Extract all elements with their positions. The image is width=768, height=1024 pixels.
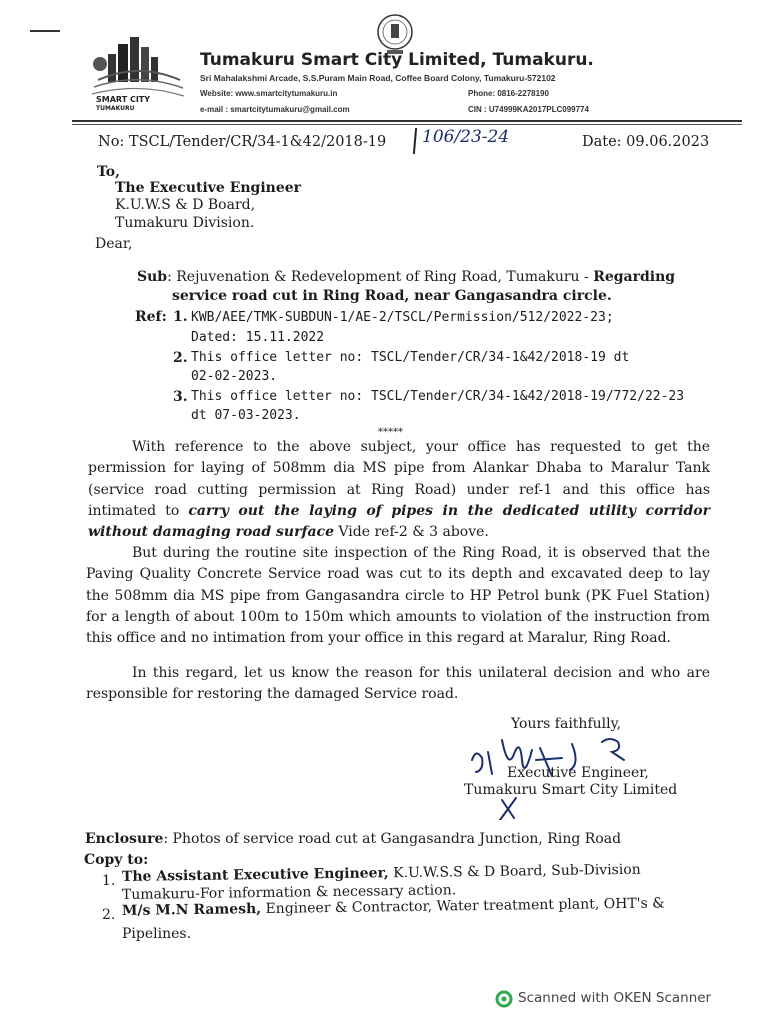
letterhead-rule — [72, 120, 742, 122]
letter-reference-number: No: TSCL/Tender/CR/34-1&42/2018-19 — [98, 134, 387, 150]
scanner-logo-icon — [495, 990, 513, 1008]
recipient-title: The Executive Engineer — [115, 180, 302, 196]
body-paragraph-1 — [88, 437, 710, 543]
subject-bold-regarding: Regarding — [593, 269, 676, 285]
to-label: To, — [97, 164, 121, 180]
logo-text-tumakuru: TUMAKURU — [96, 105, 135, 112]
reference-2-line2: 02-02-2023. — [191, 369, 278, 384]
organization-cin: CIN : U74999KA2017PLC099774 — [468, 105, 589, 114]
handwritten-inward-number: 106/23-24 — [422, 127, 510, 147]
smart-city-logo — [88, 32, 188, 112]
body-paragraph-3: In this regard, let us know the reason for this unilateral decision and who are responsible for restoring the damaged Service road. — [86, 665, 710, 703]
copy-to-label: Copy to: — [84, 852, 149, 868]
signatory-designation: Executive Engineer, — [507, 765, 649, 781]
copy-1-department: K.U.W.S.S & D Board, Sub-Division — [388, 861, 641, 882]
reference-1-line1: KWB/AEE/TMK-SUBDUN-1/AE-2/TSCL/Permission/512/2022-23; — [191, 310, 614, 325]
reference-3-line2: dt 07-03-2023. — [191, 408, 301, 423]
organization-name: Tumakuru Smart City Limited, Tumakuru. — [200, 50, 594, 70]
organization-website: Website: www.smartcitytumakuru.in — [200, 89, 338, 98]
reference-1-number: 1. — [173, 309, 188, 325]
subject-label: Sub — [137, 269, 168, 285]
copy-1-recipient: The Assistant Executive Engineer, — [121, 865, 389, 885]
salutation: Dear, — [95, 236, 133, 252]
recipient-division: Tumakuru Division. — [115, 215, 255, 231]
copy-2-recipient: M/s M.N Ramesh, — [121, 901, 262, 919]
reference-2-line1: This office letter no: TSCL/Tender/CR/34-1&42/2018-19 dt — [191, 350, 630, 365]
copy-1-line2: Tumakuru-For information & necessary action. — [121, 882, 457, 903]
body-paragraph-1-tail: Vide ref-2 & 3 above. — [333, 524, 489, 541]
copy-2-details: Engineer & Contractor, Water treatment plant, OHT's & — [260, 895, 665, 918]
body-paragraph-1-emphasis: carry out the laying of pipes in the dedicated utility corridor without damaging road surface — [88, 502, 710, 541]
copy-2-line2: Pipelines. — [122, 926, 192, 942]
organization-email: e-mail : smartcitytumakuru@gmail.com — [200, 105, 350, 114]
enclosure-label: Enclosure — [85, 831, 164, 847]
letterhead-rule-thin — [72, 124, 742, 125]
organization-phone: Phone: 0816-2278190 — [468, 89, 549, 98]
copy-2-number: 2. — [102, 907, 116, 923]
reference-2-number: 2. — [173, 350, 188, 366]
signatory-organization: Tumakuru Smart City Limited — [464, 782, 678, 798]
subject-text: : Rejuvenation & Redevelopment of Ring Road, Tumakuru - — [167, 269, 594, 285]
subject-bold-line2: service road cut in Ring Road, near Gangasandra circle. — [172, 288, 612, 304]
recipient-department: K.U.W.S & D Board, — [115, 197, 256, 213]
scanner-watermark-text: Scanned with OKEN Scanner — [518, 990, 712, 1006]
copy-1-number: 1. — [102, 873, 116, 889]
handwritten-divider — [413, 128, 417, 154]
reference-label: Ref: — [135, 309, 167, 325]
subject-line — [137, 268, 675, 286]
section-separator: ***** — [378, 427, 403, 438]
body-paragraph-2: But during the routine site inspection of the Ring Road, it is observed that the Paving Quality Concrete Service road was cut to its depth and excavated deep to lay the 508mm dia MS pipe from Gangasandra circle to HP Petrol bunk (PK Fuel Station) for a length of about 100m to 150m which amounts to violation of the instruction from this office and no intimation from your office in this regard at Maralur, Ring Road. — [86, 545, 710, 647]
closing-yours-faithfully: Yours faithfully, — [511, 716, 622, 732]
letter-date: Date: 09.06.2023 — [582, 134, 710, 150]
reference-1-line2: Dated: 15.11.2022 — [191, 330, 325, 345]
reference-3-line1: This office letter no: TSCL/Tender/CR/34-1&42/2018-19/772/22-23 — [191, 389, 685, 404]
organization-address: Sri Mahalakshmi Arcade, S.S.Puram Main Road, Coffee Board Colony, Tumakuru-572102 — [200, 73, 556, 83]
body-paragraph-1-text: With reference to the above subject, your office has requested to get the permission for laying of 508mm dia MS pipe from Alankar Dhaba to Maralur Tank (service road cutting permission at Ring Road) under ref-1 and this office has intimated to — [88, 439, 710, 519]
logo-text-smart-city: SMART CITY — [96, 95, 151, 104]
enclosure-line — [85, 830, 621, 848]
reference-3-number: 3. — [173, 389, 188, 405]
scan-mark — [30, 30, 60, 32]
enclosure-text: : Photos of service road cut at Gangasandra Junction, Ring Road — [163, 831, 622, 847]
